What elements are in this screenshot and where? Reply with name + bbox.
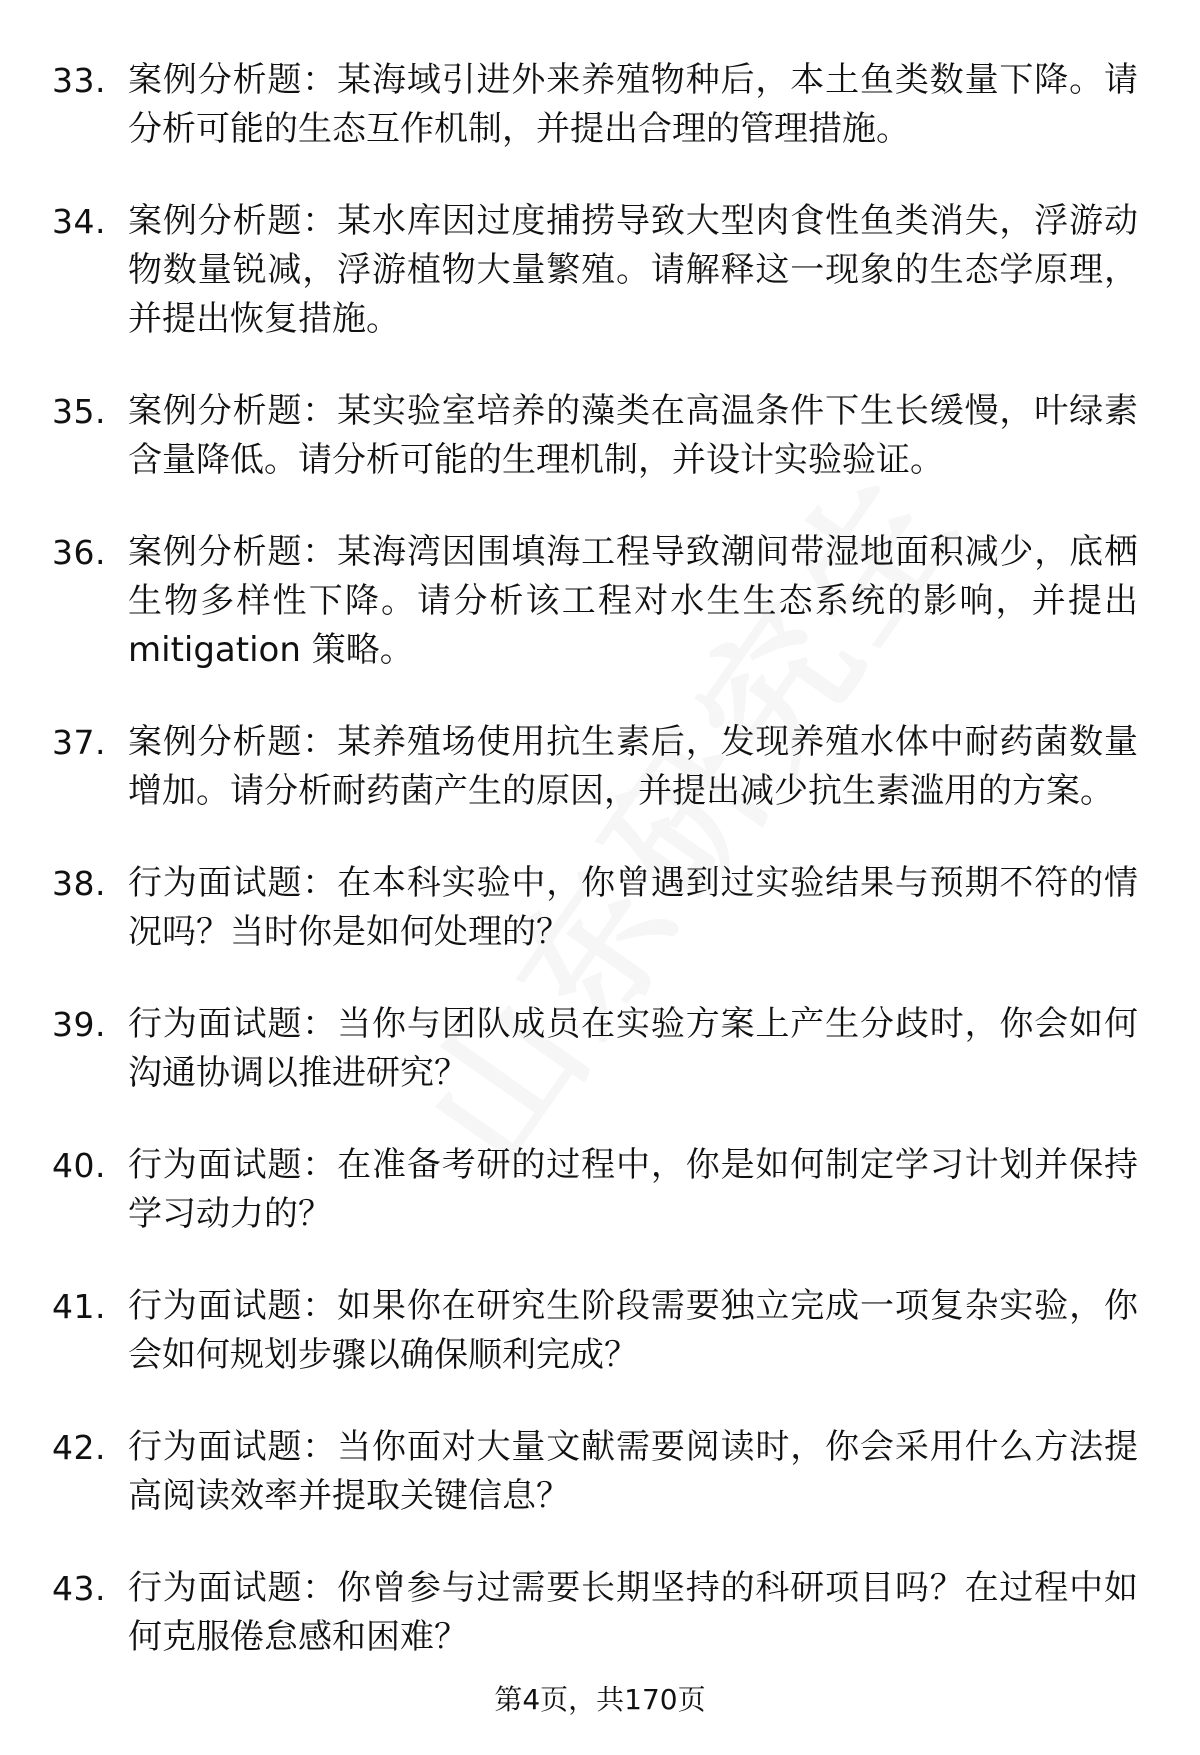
question-number: 42.	[52, 1428, 106, 1467]
question-item	[0, 387, 1200, 485]
question-number: 39.	[52, 1005, 106, 1044]
question-item	[0, 1141, 1200, 1239]
question-number: 37.	[52, 723, 106, 762]
question-item	[0, 528, 1200, 675]
question-number: 34.	[52, 202, 106, 241]
question-text: 案例分析题：某海域引进外来养殖物种后，本土鱼类数量下降。请分析可能的生态互作机制，并提出合理的管理措施。	[128, 60, 1138, 149]
question-number: 43.	[52, 1569, 106, 1608]
question-item	[0, 1423, 1200, 1521]
question-text: 案例分析题：某水库因过度捕捞导致大型肉食性鱼类消失，浮游动物数量锐减，浮游植物大量繁殖。请解释这一现象的生态学原理，并提出恢复措施。	[128, 201, 1138, 339]
question-list	[0, 56, 1200, 1705]
question-text: 案例分析题：某养殖场使用抗生素后，发现养殖水体中耐药菌数量增加。请分析耐药菌产生的原因，并提出减少抗生素滥用的方案。	[128, 722, 1138, 811]
question-text: 行为面试题：你曾参与过需要长期坚持的科研项目吗？在过程中如何克服倦怠感和困难？	[128, 1568, 1138, 1657]
question-text: 案例分析题：某海湾因围填海工程导致潮间带湿地面积减少，底栖生物多样性下降。请分析该工程对水生生态系统的影响，并提出 mitigation 策略。	[128, 532, 1138, 670]
question-text: 行为面试题：当你与团队成员在实验方案上产生分歧时，你会如何沟通协调以推进研究？	[128, 1004, 1138, 1093]
question-number: 38.	[52, 864, 106, 903]
question-item	[0, 1282, 1200, 1380]
question-number: 41.	[52, 1287, 106, 1326]
question-item	[0, 56, 1200, 154]
question-item	[0, 718, 1200, 816]
question-number: 33.	[52, 61, 106, 100]
question-text: 行为面试题：在本科实验中，你曾遇到过实验结果与预期不符的情况吗？当时你是如何处理的？	[128, 863, 1138, 952]
question-text: 行为面试题：当你面对大量文献需要阅读时，你会采用什么方法提高阅读效率并提取关键信息？	[128, 1427, 1138, 1516]
page-number-label: 第4页，共170页	[494, 1683, 706, 1716]
question-number: 35.	[52, 392, 106, 431]
question-text: 案例分析题：某实验室培养的藻类在高温条件下生长缓慢，叶绿素含量降低。请分析可能的生理机制，并设计实验验证。	[128, 391, 1138, 480]
question-item	[0, 197, 1200, 344]
question-item	[0, 1564, 1200, 1662]
question-number: 40.	[52, 1146, 106, 1185]
question-text: 行为面试题：如果你在研究生阶段需要独立完成一项复杂实验，你会如何规划步骤以确保顺利完成？	[128, 1286, 1138, 1375]
page-footer	[0, 1680, 1200, 1720]
question-item	[0, 859, 1200, 957]
question-text: 行为面试题：在准备考研的过程中，你是如何制定学习计划并保持学习动力的？	[128, 1145, 1138, 1234]
question-number: 36.	[52, 533, 106, 572]
question-item	[0, 1000, 1200, 1098]
